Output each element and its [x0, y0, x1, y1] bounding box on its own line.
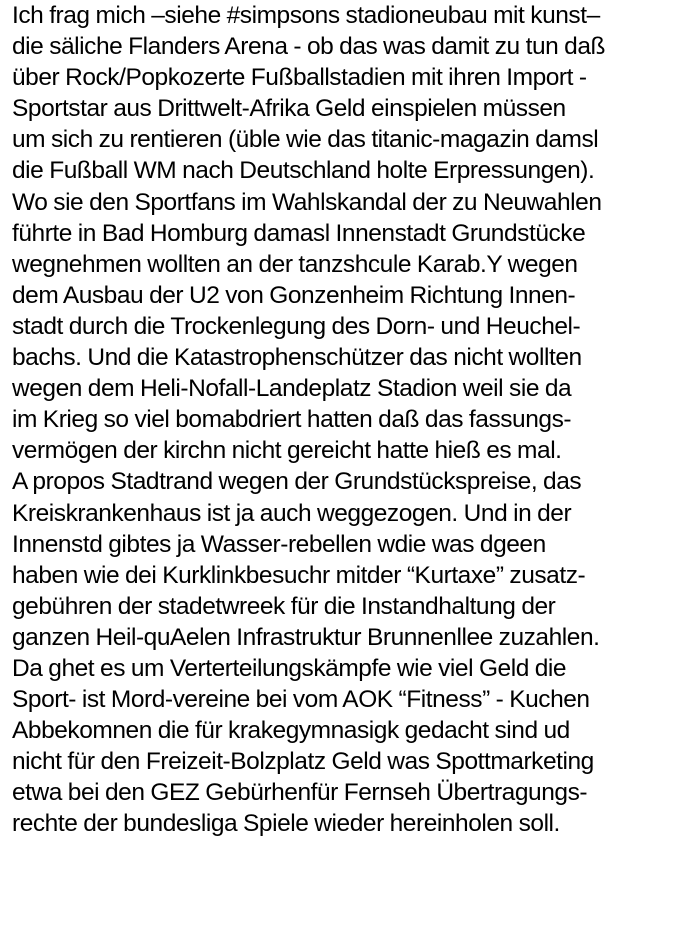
text-line-12: bachs. Und die Katastrophenschützer das nicht wollten: [12, 344, 582, 372]
text-line-10: dem Ausbau der U2 von Gonzenheim Richtung Innen-: [12, 281, 576, 309]
text-line-23: Sport- ist Mord-vereine bei vom AOK “Fitness” - Kuchen: [12, 686, 590, 714]
text-line-11: stadt durch die Trockenlegung des Dorn- und Heuchel-: [12, 312, 581, 340]
text-line-20: gebühren der stadetwreek für die Instandhaltung der: [12, 592, 556, 620]
text-line-19: haben wie dei Kurklinkbesuchr mitder “Kurtaxe” zusatz-: [12, 561, 586, 589]
text-line-2: die säliche Flanders Arena - ob das was damit zu tun daß: [12, 33, 606, 61]
text-line-16: A propos Stadtrand wegen der Grundstückspreise, das: [12, 468, 582, 496]
text-line-27: rechte der bundesliga Spiele wieder hereinholen soll.: [12, 810, 560, 838]
text-line-4: Sportstar aus Drittwelt-Afrika Geld einspielen müssen: [12, 95, 566, 123]
text-line-21: ganzen Heil-quAelen Infrastruktur Brunnenllee zuzahlen.: [12, 623, 600, 651]
text-line-13: wegen dem Heli-Nofall-Landeplatz Stadion weil sie da: [12, 375, 572, 403]
text-line-6: die Fußball WM nach Deutschland holte Erpressungen).: [12, 157, 595, 185]
text-line-25: nicht für den Freizeit-Bolzplatz Geld was Spottmarketing: [12, 748, 594, 776]
text-line-5: um sich zu rentieren (üble wie das titanic-magazin damsl: [12, 126, 599, 154]
text-line-7: Wo sie den Sportfans im Wahlskandal der zu Neuwahlen: [12, 188, 602, 216]
text-line-18: Innenstd gibtes ja Wasser-rebellen wdie was dgeen: [12, 530, 546, 558]
text-line-9: wegnehmen wollten an der tanzshcule Karab.Y wegen: [12, 250, 578, 278]
text-line-14: im Krieg so viel bomabdriert hatten daß das fassungs-: [12, 406, 572, 434]
text-line-22: Da ghet es um Verterteilungskämpfe wie viel Geld die: [12, 654, 567, 682]
text-line-15: vermögen der kirchn nicht gereicht hatte hieß es mal.: [12, 437, 562, 465]
text-line-3: über Rock/Popkozerte Fußballstadien mit ihren Import -: [12, 64, 587, 92]
body-text: [12, 0, 682, 840]
text-line-26: etwa bei den GEZ Gebürhenfür Fernseh Übertragungs-: [12, 779, 588, 807]
text-line-8: führte in Bad Homburg damasl Innenstadt Grundstücke: [12, 219, 586, 247]
text-line-1: Ich frag mich –siehe #simpsons stadioneubau mit kunst–: [12, 2, 600, 29]
text-line-17: Kreiskrankenhaus ist ja auch weggezogen. Und in der: [12, 499, 572, 527]
text-line-24: Abbekomnen die für krakegymnasigk gedacht sind ud: [12, 717, 570, 745]
